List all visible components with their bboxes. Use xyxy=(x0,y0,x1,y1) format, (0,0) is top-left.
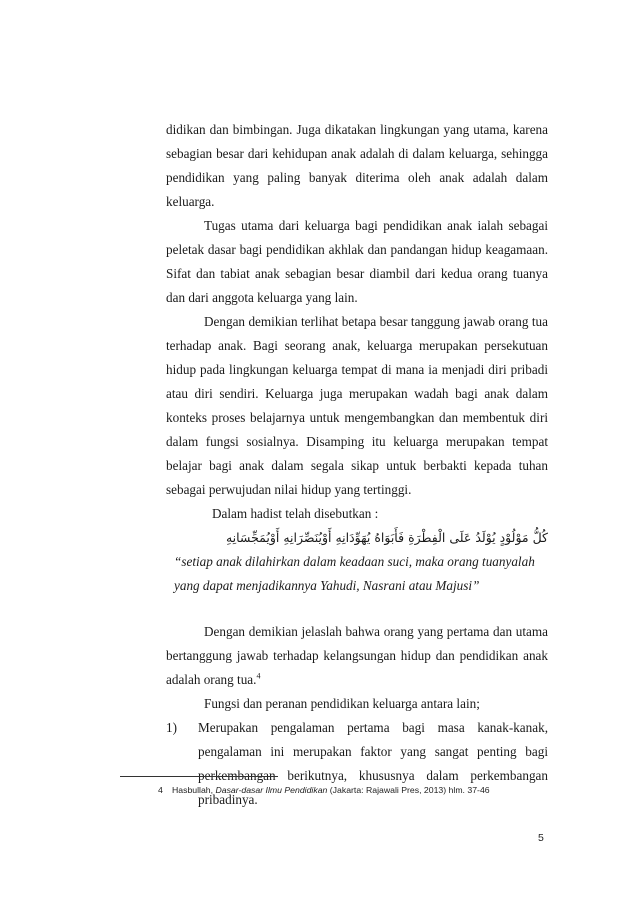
list-item xyxy=(166,716,548,812)
list-text: Merupakan pengalaman pertama bagi masa kanak-kanak, pengalaman ini merupakan faktor yang sangat penting bagi perkembangan berikutnya, khususnya dalam perkembangan pribadinya. xyxy=(198,720,548,807)
footnote-author: Hasbullah, xyxy=(172,785,214,795)
hadith-translation-line-2: yang dapat menjadikannya Yahudi, Nasrani atau Majusi” xyxy=(174,578,480,593)
footnote-divider xyxy=(120,776,278,777)
list-number: 1) xyxy=(166,720,177,735)
page-number: 5 xyxy=(538,832,544,844)
hadith-intro: Dalam hadist telah disebutkan : xyxy=(212,506,379,521)
footnote xyxy=(158,784,552,796)
footnote-number: 4 xyxy=(158,785,163,795)
conclusion-paragraph xyxy=(166,620,548,692)
footnote-publication: (Jakarta: Rajawali Pres, 2013) hlm. 37-46 xyxy=(329,785,490,795)
hadith-translation-line-1: “setiap anak dilahirkan dalam keadaan suci, maka orang tuanyalah xyxy=(174,554,535,569)
footnote-title: Dasar-dasar Ilmu Pendidikan xyxy=(215,785,328,795)
paragraph-1: didikan dan bimbingan. Juga dikatakan lingkungan yang utama, karena sebagian besar dari kehidupan anak adalah di dalam keluarga, sehingga pendidikan yang paling banyak diterima oleh anak adalah dalam keluarga. xyxy=(166,122,548,209)
footnote-ref[interactable]: 4 xyxy=(256,671,261,681)
body-text xyxy=(166,118,548,812)
conclusion-text: Dengan demikian jelaslah bahwa orang yang pertama dan utama bertanggung jawab terhadap kelangsungan hidup dan pendidikan anak adalah orang tua. xyxy=(166,624,548,687)
functions-intro: Fungsi dan peranan pendidikan keluarga antara lain; xyxy=(204,696,480,711)
paragraph-2: Tugas utama dari keluarga bagi pendidikan anak ialah sebagai peletak dasar bagi pendidikan akhlak dan pandangan hidup keagamaan. Sifat dan tabiat anak sebagian besar diambil dari kedua orang tuanya dan dari anggota keluarga yang lain. xyxy=(166,218,548,305)
paragraph-3: Dengan demikian terlihat betapa besar tanggung jawab orang tua terhadap anak. Bagi seorang anak, keluarga merupakan persekutuan hidup pada lingkungan keluarga tempat di mana ia menjadi diri pribadi atau diri sendiri. Keluarga juga merupakan wadah bagi anak dalam konteks proses belajarnya untuk mengembangkan dan membentuk diri dalam fungsi sosialnya. Disamping itu keluarga merupakan tempat belajar bagi anak dalam segala sikap untuk berbakti kepada tuhan sebagai perwujudan nilai hidup yang tertinggi. xyxy=(166,314,548,497)
hadith-arabic: كُلُّ مَوْلُوْدٍ يُوْلَدُ عَلَى الْفِطْرَةِ فَأَبَوَاهُ يُهَوِّدَانِهِ أَوْيُنَصِّرَانِهِ أَوْيُمَجِّسَانِهِ xyxy=(225,530,548,545)
